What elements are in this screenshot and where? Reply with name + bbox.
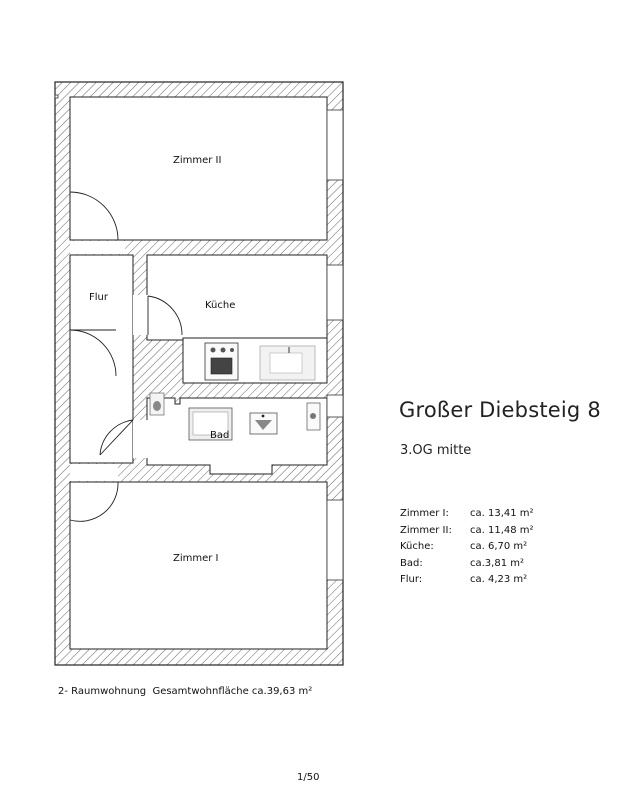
area-room-label: Zimmer I:	[400, 508, 449, 519]
page-number: 1/50	[297, 772, 320, 783]
area-value: ca. 13,41 m²	[470, 508, 534, 519]
washbasin-icon	[250, 413, 277, 434]
room-flur	[70, 255, 133, 463]
label-zimmer-i: Zimmer I	[173, 553, 219, 564]
stove-icon	[205, 343, 238, 380]
label-zimmer-ii: Zimmer II	[173, 155, 222, 166]
area-room-label: Flur:	[400, 574, 423, 586]
area-room-label: Zimmer II:	[400, 524, 452, 536]
room-bad	[147, 398, 327, 474]
room-zimmer-i	[70, 482, 327, 649]
appliance-icon	[307, 403, 320, 430]
label-flur: Flur	[89, 292, 108, 303]
area-room-label: Bad:	[400, 557, 423, 569]
area-value: ca. 11,48 m²	[470, 524, 534, 536]
room-zimmer-ii	[70, 97, 327, 240]
label-kueche: Küche	[205, 300, 236, 311]
area-value: ca. 6,70 m²	[470, 541, 528, 553]
property-title: Großer Diebsteig 8	[399, 398, 601, 422]
label-bad: Bad	[210, 430, 230, 441]
floor-subtitle: 3.OG mitte	[400, 443, 472, 458]
room-kueche	[147, 255, 327, 340]
toilet-icon	[150, 393, 164, 415]
area-room-label: Küche:	[400, 541, 434, 553]
area-value: ca. 4,23 m²	[470, 574, 528, 586]
area-value: ca.3,81 m²	[470, 557, 524, 569]
total-area-caption: 2- Raumwohnung Gesamtwohnfläche ca.39,63 m²	[58, 686, 313, 697]
kitchen-sink-icon	[260, 346, 315, 380]
